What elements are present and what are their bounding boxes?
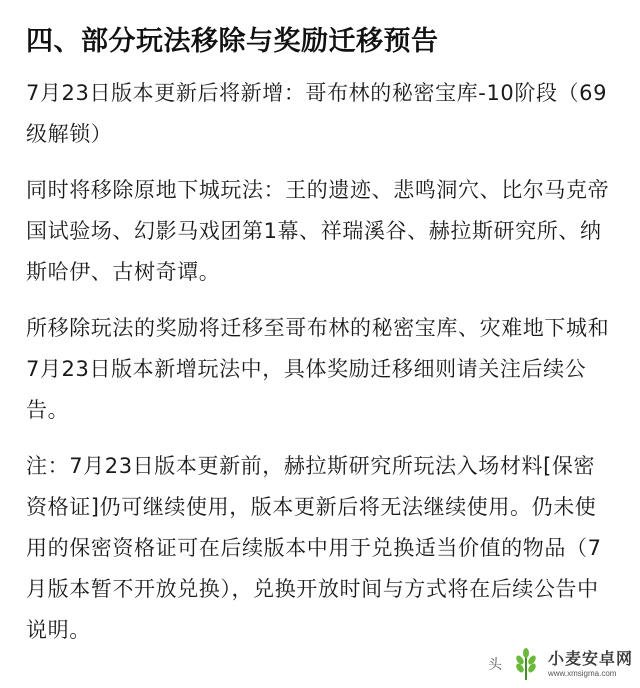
site-watermark xyxy=(488,640,640,688)
paragraph-removed-dungeons: 同时将移除原地下城玩法：王的遗迹、悲鸣洞穴、比尔马克帝国试验场、幻影马戏团第1幕、祥瑞溪谷、赫拉斯研究所、纳斯哈伊、古树奇谭。 xyxy=(26,178,610,284)
paragraph-note: 注：7月23日版本更新前，赫拉斯研究所玩法入场材料[保密资格证]仍可继续使用，版本更新后将无法继续使用。仍未使用的保密资格证可在后续版本中用于兑换适当价值的物品（7月版本暂不开放兑换），兑换开放时间与方式将在后续公告中说明。 xyxy=(26,454,602,642)
paragraph-new-content: 7月23日版本更新后将新增：哥布林的秘密宝库-10阶段（69级解锁） xyxy=(26,81,608,146)
watermark-text xyxy=(548,648,634,678)
article xyxy=(26,0,616,651)
wheat-logo-icon xyxy=(508,646,544,682)
paragraph-reward-migration: 所移除玩法的奖励将迁移至哥布林的秘密宝库、灾难地下城和7月23日版本新增玩法中，具体奖励迁移细则请关注后续公告。 xyxy=(26,316,610,422)
watermark-site-name: 小麦安卓网 xyxy=(548,648,634,668)
watermark-prefix: 头 xyxy=(488,657,502,673)
section-heading: 四、部分玩法移除与奖励迁移预告 xyxy=(26,26,439,57)
watermark-site-url: www.xmsigma.com xyxy=(548,668,617,678)
